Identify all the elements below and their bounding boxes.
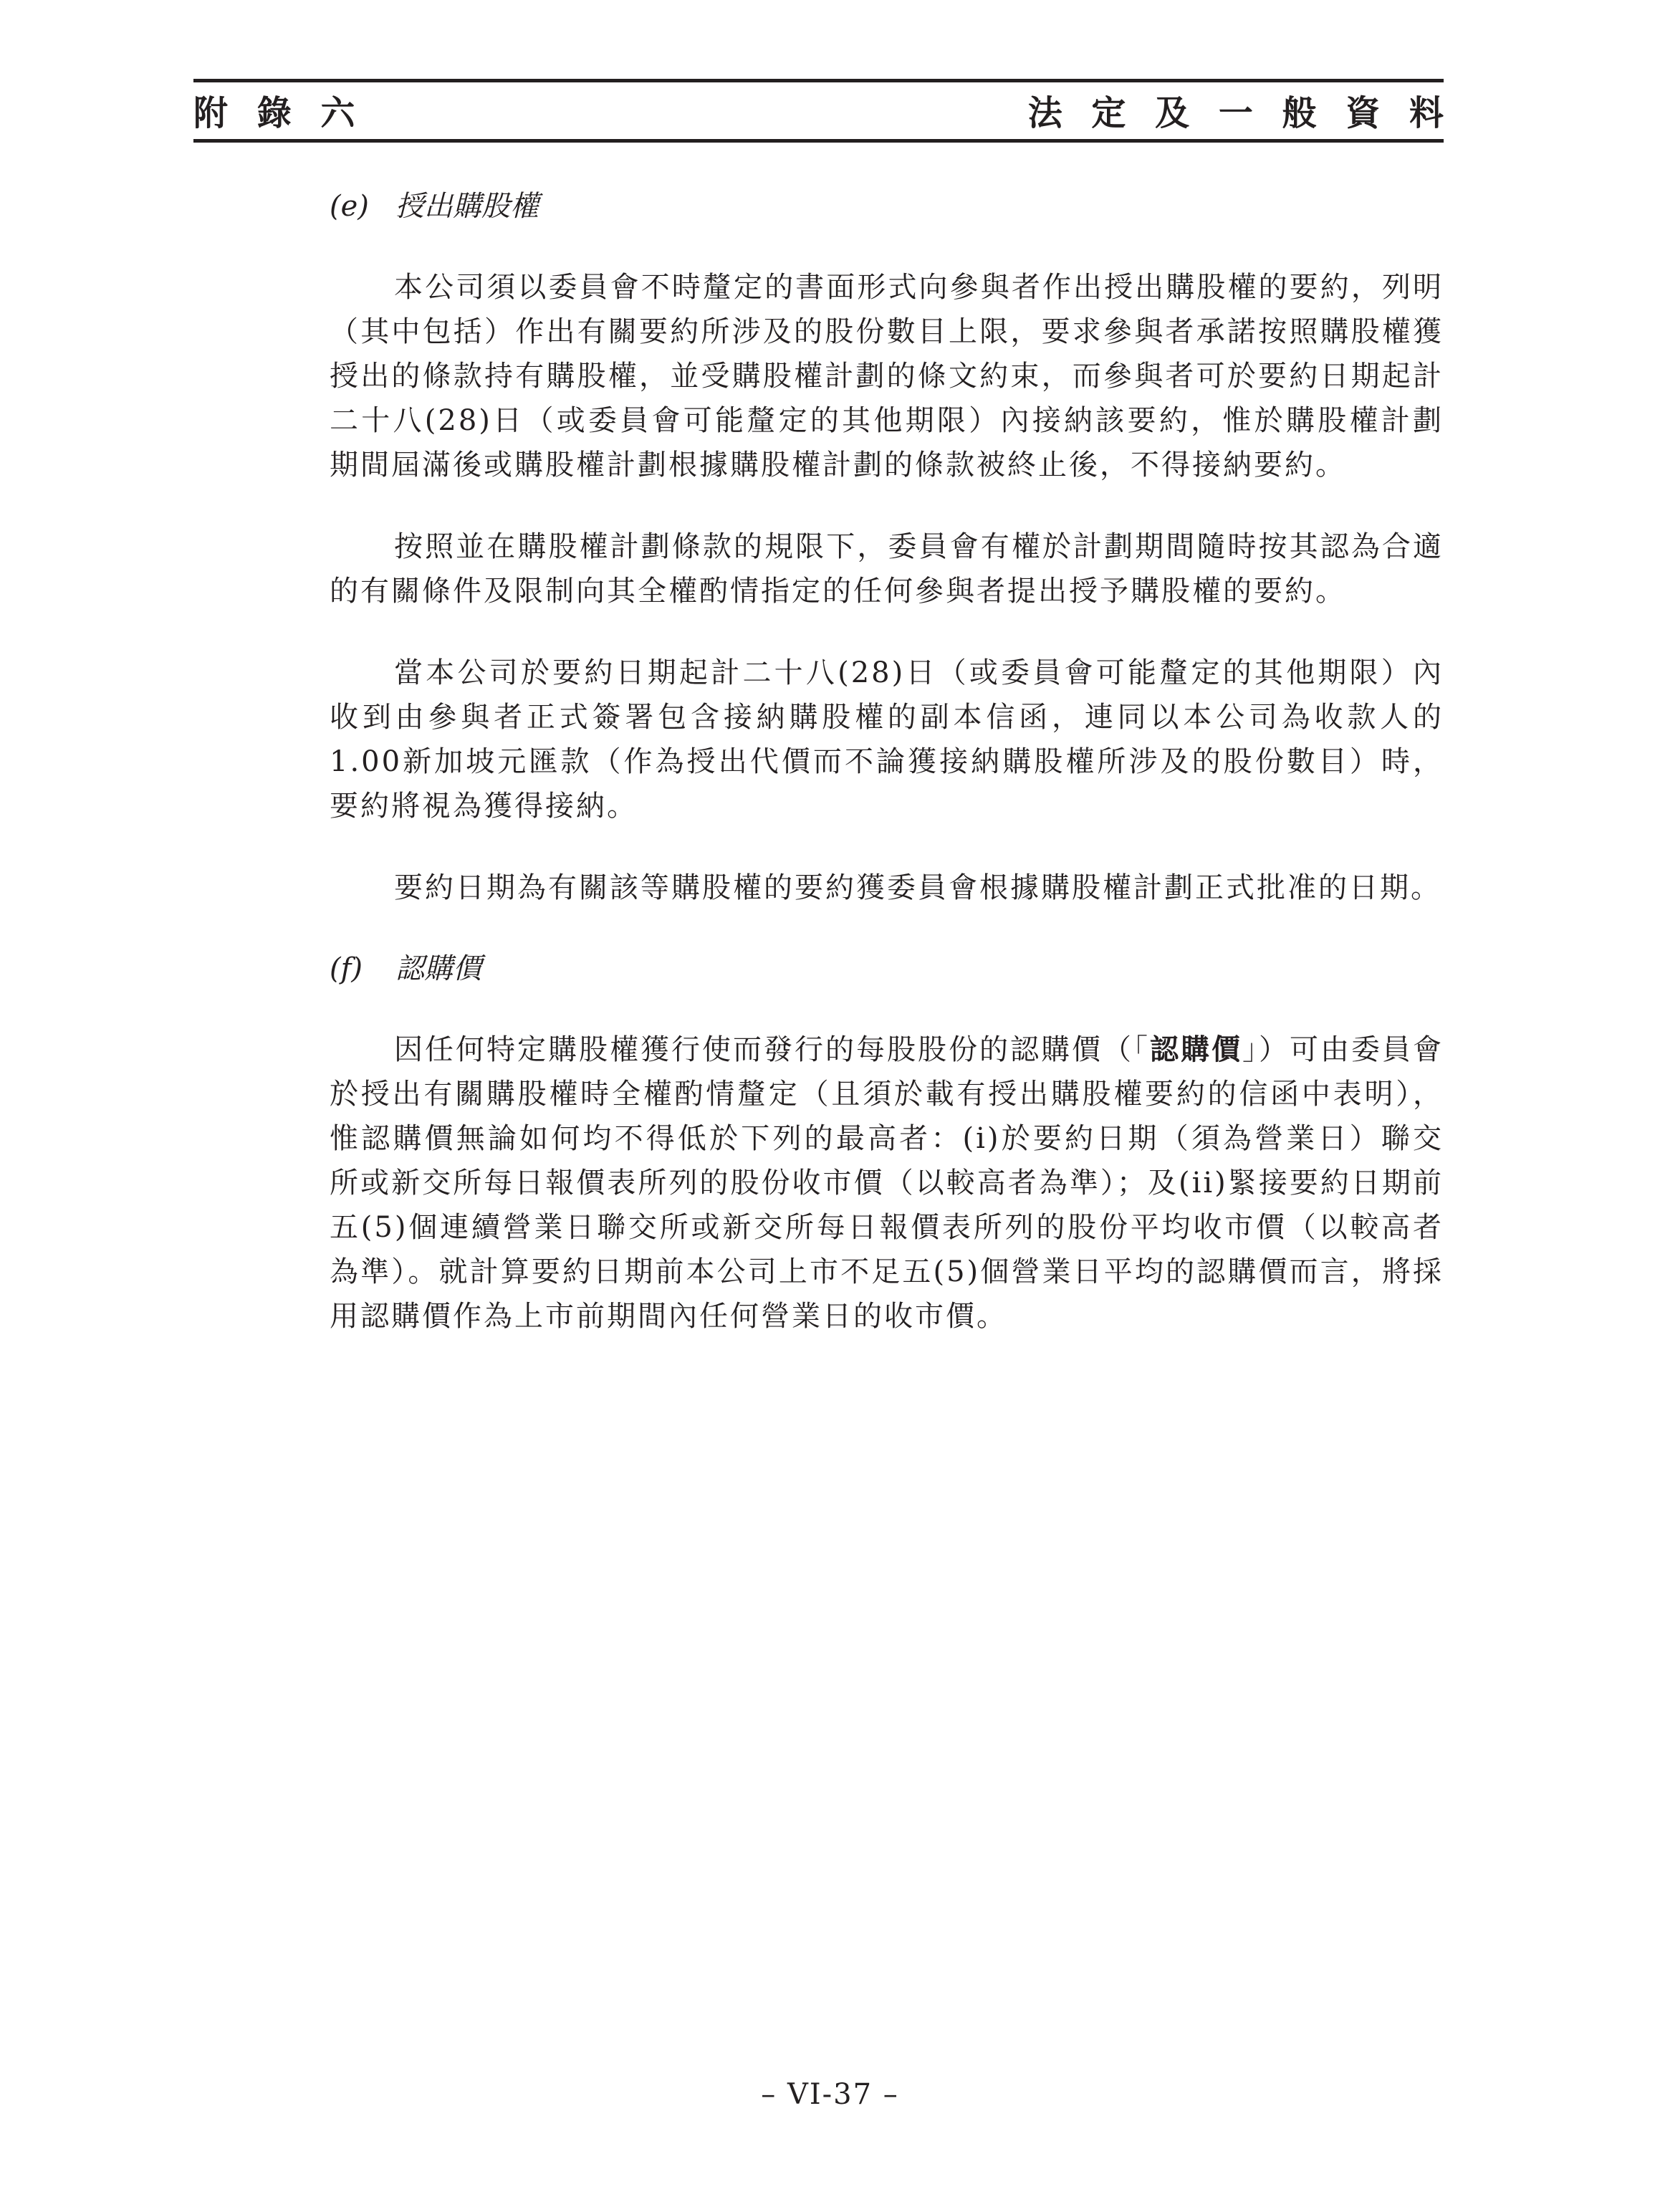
heading-f bbox=[330, 947, 1444, 990]
paragraph-f-1 bbox=[330, 1028, 1444, 1339]
appendix-title: 附 錄 六 bbox=[193, 93, 364, 133]
heading-e bbox=[330, 185, 1444, 228]
heading-e-number: (e) bbox=[330, 190, 369, 223]
section-title: 法 定 及 一 般 資 料 bbox=[1027, 93, 1452, 133]
paragraph-e-2: 按照並在購股權計劃條款的規限下，委員會有權於計劃期間隨時按其認為合適的有關條件及限制向其全權酌情指定的任何參與者提出授予購股權的要約。 bbox=[330, 530, 1444, 608]
heading-f-title: 認購價 bbox=[395, 952, 481, 985]
document-body bbox=[330, 185, 1444, 1339]
header-top-rule bbox=[193, 79, 1444, 82]
paragraph-e-1: 本公司須以委員會不時釐定的書面形式向參與者作出授出購股權的要約，列明（其中包括）作出有關要約所涉及的股份數目上限，要求參與者承諾按照購股權獲授出的條款持有購股權，並受購股權計劃的條文約束，而參與者可於要約日期起計二十八(28)日（或委員會可能釐定的其他期限）內接納該要約，惟於購股權計劃期間屆滿後或購股權計劃根據購股權計劃的條款被終止後，不得接納要約。 bbox=[330, 271, 1444, 482]
heading-e-title: 授出購股權 bbox=[395, 190, 539, 223]
paragraph-f-1-rest: 」）可由委員會於授出有關購股權時全權酌情釐定（且須於載有授出購股權要約的信函中表明），惟認購價無論如何均不得低於下列的最高者：(i)於要約日期（須為營業日）聯交所或新交所每日報價表所列的股份收市價（以較高者為準）；及(ii)緊接要約日期前五(5)個連續營業日聯交所或新交所每日報價表所列的股份平均收市價（以較高者為準）。就計算要約日期前本公司上市不足五(5)個營業日平均的認購價而言，將採用認購價作為上市前期間內任何營業日的收市價。 bbox=[330, 1033, 1444, 1333]
defined-term-subscription-price: 認購價 bbox=[1150, 1033, 1242, 1066]
paragraph-e-4: 要約日期為有關該等購股權的要約獲委員會根據購股權計劃正式批准的日期。 bbox=[394, 871, 1441, 904]
page-number: – VI-37 – bbox=[761, 2078, 899, 2111]
heading-f-number: (f) bbox=[330, 952, 363, 985]
paragraph-f-1-start: 因任何特定購股權獲行使而發行的每股股份的認購價（「 bbox=[394, 1033, 1150, 1066]
page-header bbox=[193, 79, 1452, 143]
paragraph-e-3: 當本公司於要約日期起計二十八(28)日（或委員會可能釐定的其他期限）內收到由參與者正式簽署包含接納購股權的副本信函，連同以本公司為收款人的1.00新加坡元匯款（作為授出代價而不論獲接納購股權所涉及的股份數目）時，要約將視為獲得接納。 bbox=[330, 656, 1444, 823]
header-bottom-rule bbox=[193, 139, 1444, 143]
